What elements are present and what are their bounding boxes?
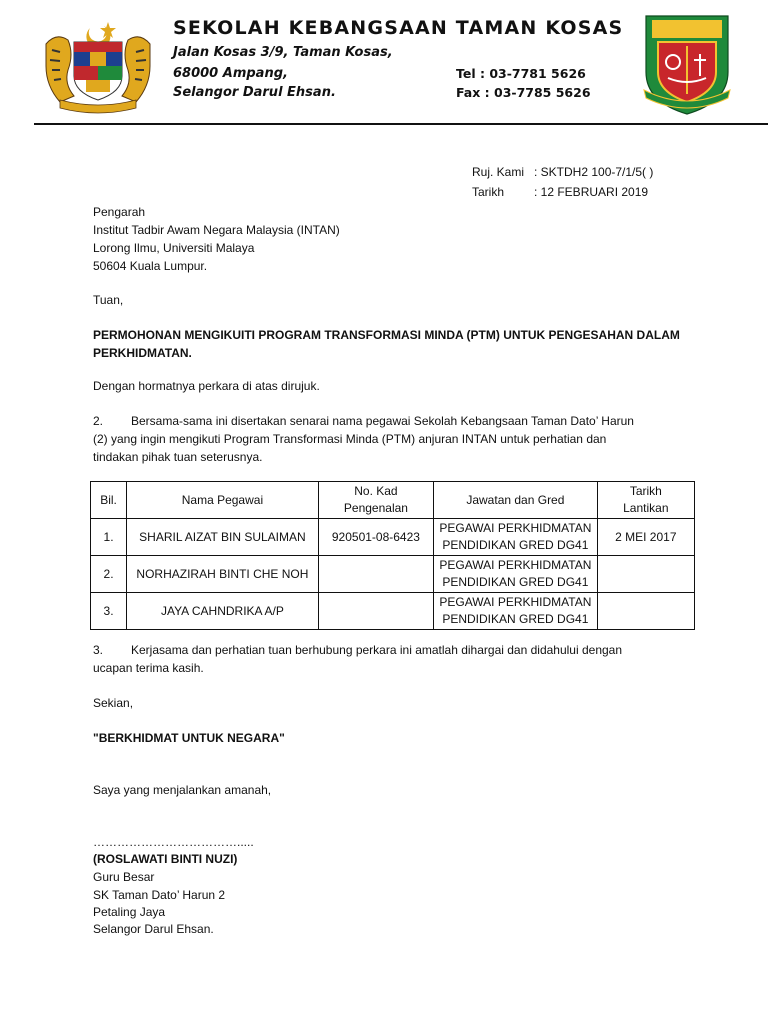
cell-bil: 2. [91, 556, 127, 593]
signature-dots: ………………………………..... [93, 835, 254, 849]
recipient-line-3: Lorong Ilmu, Universiti Malaya [93, 241, 255, 255]
letterhead-divider [34, 123, 768, 125]
cell-bil: 1. [91, 519, 127, 556]
table-header-row [91, 482, 695, 519]
cell-tarikh [597, 556, 694, 593]
coat-of-arms-logo [38, 14, 158, 114]
trust-line: Saya yang menjalankan amanah, [93, 783, 272, 797]
cell-kad [318, 593, 433, 630]
table-row [91, 556, 695, 593]
malaysia-coat-of-arms-icon [38, 14, 158, 114]
header-nama: Nama Pegawai [127, 482, 319, 519]
cell-nama: NORHAZIRAH BINTI CHE NOH [127, 556, 319, 593]
signatory-state: Selangor Darul Ehsan. [93, 922, 214, 936]
school-crest-icon [638, 12, 736, 116]
header-bil: Bil. [91, 482, 127, 519]
recipient-line-1: Pengarah [93, 205, 146, 219]
para2-line-1: Bersama-sama ini disertakan senarai nama pegawai Sekolah Kebangsaan Taman Dato’ Harun [131, 414, 634, 428]
signatory-school: SK Taman Dato’ Harun 2 [93, 888, 226, 902]
tel-number: Tel : 03-7781 5626 [456, 66, 586, 81]
cell-jawatan: PEGAWAI PERKHIDMATAN PENDIDIKAN GRED DG41 [434, 593, 598, 630]
para2-line-2: (2) yang ingin mengikuti Program Transformasi Minda (PTM) anjuran INTAN untuk perhatian dan [93, 432, 607, 446]
ref-label: Ruj. Kami [472, 165, 525, 179]
table-row [91, 593, 695, 630]
closing: Sekian, [93, 696, 134, 710]
para2-number: 2. [93, 414, 104, 428]
recipient-line-2: Institut Tadbir Awam Negara Malaysia (INTAN) [93, 223, 340, 237]
salutation: Tuan, [93, 293, 124, 307]
cell-tarikh [597, 593, 694, 630]
para3-line-1: Kerjasama dan perhatian tuan berhubung perkara ini amatlah dihargai dan didahului dengan [131, 643, 623, 657]
cell-nama: SHARIL AIZAT BIN SULAIMAN [127, 519, 319, 556]
motto: "BERKHIDMAT UNTUK NEGARA" [93, 731, 285, 745]
date-value: : 12 FEBRUARI 2019 [534, 185, 649, 199]
table-row [91, 519, 695, 556]
para3-line-2: ucapan terima kasih. [93, 661, 204, 675]
opening-line: Dengan hormatnya perkara di atas dirujuk. [93, 379, 320, 393]
fax-number: Fax : 03-7785 5626 [456, 85, 591, 100]
cell-kad: 920501-08-6423 [318, 519, 433, 556]
para2-line-3: tindakan pihak tuan seterusnya. [93, 450, 263, 464]
cell-tarikh: 2 MEI 2017 [597, 519, 694, 556]
staff-table [90, 481, 695, 630]
address-line-2: 68000 Ampang, [173, 66, 288, 81]
ref-value: : SKTDH2 100-7/1/5( ) [534, 165, 654, 179]
header-jawatan: Jawatan dan Gred [434, 482, 598, 519]
para3-number: 3. [93, 643, 104, 657]
header-kad: No. Kad Pengenalan [318, 482, 433, 519]
address-line-3: Selangor Darul Ehsan. [173, 85, 336, 100]
cell-bil: 3. [91, 593, 127, 630]
cell-kad [318, 556, 433, 593]
signatory-title: Guru Besar [93, 870, 155, 884]
signatory-city: Petaling Jaya [93, 905, 166, 919]
signatory-name: (ROSLAWATI BINTI NUZI) [93, 852, 238, 866]
cell-nama: JAYA CAHNDRIKA A/P [127, 593, 319, 630]
header-tarikh: Tarikh Lantikan [597, 482, 694, 519]
subject: PERMOHONAN MENGIKUITI PROGRAM TRANSFORMASI MINDA (PTM) UNTUK PENGESAHAN DALAM PERKHIDMATAN. [93, 328, 680, 360]
recipient-line-4: 50604 Kuala Lumpur. [93, 259, 208, 273]
date-label: Tarikh [472, 185, 505, 199]
cell-jawatan: PEGAWAI PERKHIDMATAN PENDIDIKAN GRED DG41 [434, 556, 598, 593]
school-crest-logo [638, 12, 736, 116]
cell-jawatan: PEGAWAI PERKHIDMATAN PENDIDIKAN GRED DG41 [434, 519, 598, 556]
school-name: SEKOLAH KEBANGSAAN TAMAN KOSAS [173, 17, 624, 39]
address-line-1: Jalan Kosas 3/9, Taman Kosas, [173, 45, 393, 60]
